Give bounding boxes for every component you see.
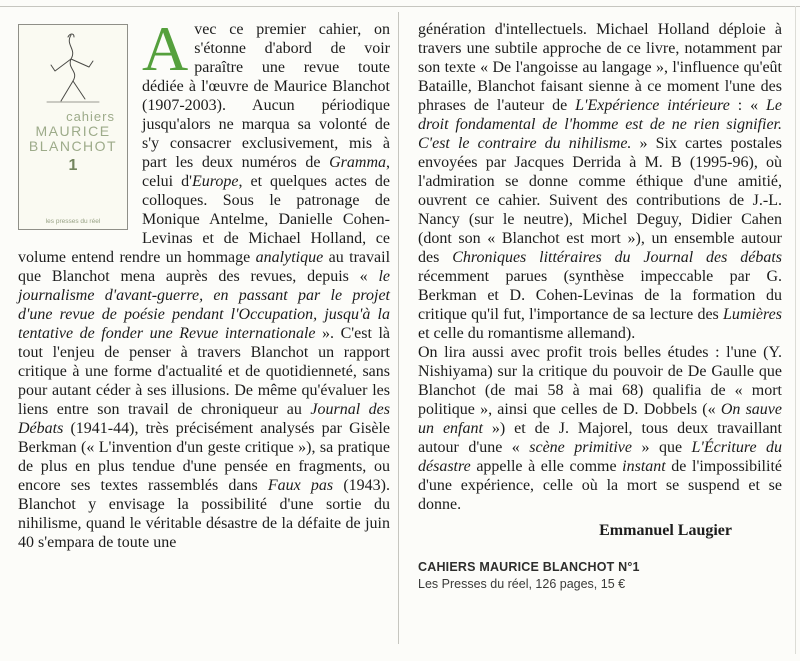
footer-publication-info: Les Presses du réel, 126 pages, 15 € (418, 577, 626, 591)
cover-author-blanchot: BLANCHOT (28, 138, 118, 154)
cover-series-title: cahiers (66, 109, 115, 124)
review-footer (418, 560, 782, 591)
right-column (418, 20, 782, 591)
top-rule (0, 6, 800, 7)
cover-illustration (25, 31, 121, 107)
article-left-text: vec ce premier cahier, on s'étonne d'abord de voir paraître une revue toute dédiée à l'œuvre de Maurice Blanchot (1907-2003). Aucun périodique jusqu'alors ne marqua sa volonté de s'y consacrer exclusivement, mis à part les deux numéros de Gramma, celui d'Europe, et quelques actes de colloques. Sous le patronage de Monique Antelme, Danielle Cohen-Levinas et de Michael Holland, ce volume entend rendre un hommage analytique au travail que Blanchot mena auprès des revues, depuis « le journalisme d'avant-guerre, en passant par le projet d'une revue de poésie pendant l'Occupation, jusqu'à la tentative de fonder une Revue internationale ». C'est là tout l'enjeu de penser à travers Blanchot un rapport critique à une forme d'actualité et de quotidienneté, sans pour autant céder à ses illusions. De même qu'évaluer les liens entre son travail de chroniqueur au Journal des Débats (1941-44), très précisément analysés par Gisèle Berkman (« L'invention d'un geste critique »), sa pratique de plus en plus tendue d'une pensée en fragments, ou encore ses textes rassemblés dans Faux pas (1943). Blanchot y envisage la possibilité d'une sortie du nihilisme, quand le véritable désastre de la défaite de juin 40 s'empara de toute une (18, 21, 391, 551)
left-column (18, 13, 391, 591)
book-cover (18, 24, 128, 230)
author-signature: Emmanuel Laugier (599, 522, 732, 539)
footer-publication-title: CAHIERS MAURICE BLANCHOT N°1 (418, 560, 640, 574)
cover-publisher: les presses du réel (45, 218, 101, 225)
article-right-paragraph-1: génération d'intellectuels. Michael Holland déploie à travers une subtile approche de ce livre, notamment par son texte « De l'angoisse au langage », l'influence qu'eût Bataille, Blanchot faisant sienne à ce moment l'une des phrases de l'auteur de L'Expérience intérieure : « Le droit fondamental de l'homme est de ne rien signifier. C'est le contraire du nihilisme. » Six cartes postales envoyées par Jacques Derrida à M. B (1995-96), où l'admiration se donne comme éthique d'une amitié, ouvrent ce cahier. Suivent des contributions de J.-L. Nancy (sur le neutre), Michel Deguy, Didier Cahen (dont son « Blanchot est mort »), un ensemble autour des Chroniques littéraires du Journal des débats récemment parues (synthèse impeccable par G. Berkman et D. Cohen-Levinas de la formation du critique qu'il fut, l'importance de sa lecture des Lumières et celle du romantisme allemand). (418, 21, 783, 342)
drop-cap: A (142, 13, 189, 84)
article-right-paragraph-2: On lira aussi avec profit trois belles études : l'une (Y. Nishiyama) sur la critique du pouvoir de De Gaulle que Blanchot (de mai 58 à mai 68) qualifia de « mort politique », ainsi que celles de D. Dobbels (« On sauve un enfant ») et de J. Majorel, tous deux travaillant autour d'une « scène primitive » que L'Écriture du désastre appelle à elle comme instant de l'impossibilité d'une expérience, celle où la mort se suspend et se donne. (418, 344, 783, 513)
cover-author-maurice: MAURICE (35, 123, 111, 139)
cover-issue-number: 1 (68, 157, 78, 174)
review-article (18, 13, 783, 591)
right-rule (795, 6, 796, 654)
